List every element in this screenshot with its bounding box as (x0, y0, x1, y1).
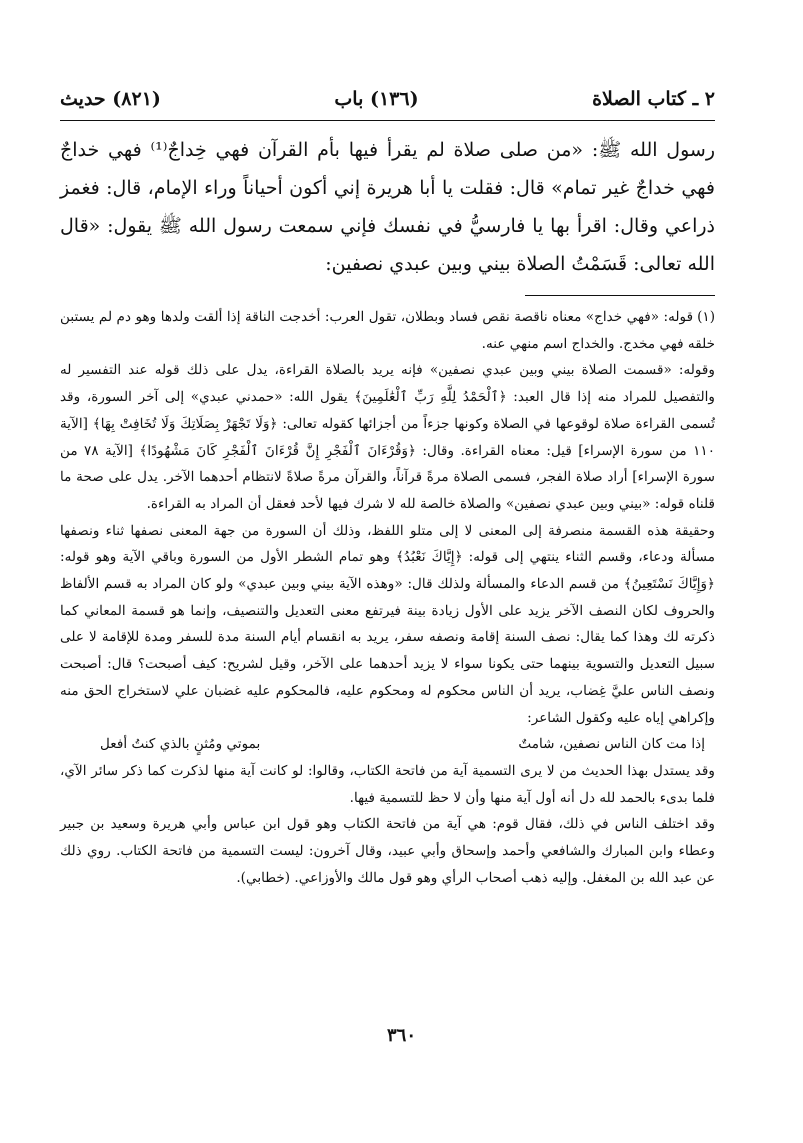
book-page (60, 88, 715, 891)
page-number: ٣٦٠ (386, 1025, 416, 1046)
footnote-paragraph: وحقيقة هذه القسمة منصرفة إلى المعنى لا إلى متلو اللفظ، وذلك أن السورة من جهة المعنى نصفها ثناء ونصفها مسألة ودعاء، وقسم الثناء ينتهي إلى قوله: ﴿إِيَّاكَ نَعْبُدُ﴾ وهو تمام الشطر الأول من السورة وباقي الآية وهو قوله: ﴿وَإِيَّاكَ نَسْتَعِينُ﴾ من قسم الدعاء والمسألة ولذلك قال: «وهذه الآية بيني وبين عبدي» ولو كان المراد به قسم الألفاظ والحروف لكان النصف الآخر يزيد على الأول زيادة بينة فيرتفع معنى التعديل والتنصيف، وإنما هو قسمة المعاني كما ذكرته لك وهذا كما يقال: نصف السنة إقامة ونصفه سفر، يريد به انقسام أيام السنة مدة للسفر ومدة للإقامة لا على سبيل التعديل والتسوية بينهما حتى يكونا سواء لا يزيد أحدهما على الآخر، وقيل لشريح: كيف أصبحت؟ قال: أصبحت ونصف الناس عليَّ غِضاب، يريد أن الناس محكوم له ومحكوم عليه، فالمحكوم عليه غضبان علي لاستخراج الحق منه وإكراهي إياه عليه وكقول الشاعر: (60, 522, 715, 726)
poetry-verse (60, 731, 715, 758)
hadith-text: رسول الله ﷺ: «من صلى صلاة لم يقرأ فيها بأم القرآن فهي خِداجٌ⁽¹⁾ فهي خداجٌ فهي خداجٌ غير تمام» قال: فقلت يا أبا هريرة إني أكون أحياناً وراء الإمام، قال: فغمز ذراعي وقال: اقرأ بها يا فارسيُّ في نفسك فإني سمعت رسول الله ﷺ يقول: «قال الله تعالى: قَسَمْتُ الصلاة بيني وبين عبدي نصفين: (60, 139, 716, 275)
footnote-paragraph-text: قوله: «فهي خداج» معناه ناقصة نقص فساد وبطلان، تقول العرب: أخدجت الناقة إذا ألقت ولدها وهو دم لم يستبن خلقه فهي مخدج. والخداج اسم منهي عنه. (60, 309, 715, 352)
footnote-paragraph: وقد يستدل بهذا الحديث من لا يرى التسمية آية من فاتحة الكتاب، وقالوا: لو كانت آية منها لذكرت كما ذكر سائر الآي، فلما بدىء بالحمد لله دل أنه أول آية منها وأن لا حظ للتسمية فيها. (60, 762, 715, 806)
header-section: (١٣٦) باب (334, 88, 419, 110)
verse-first-hemistich: إذا مت كان الناس نصفين، شامتٌ (518, 736, 705, 753)
footnotes (60, 304, 715, 891)
footnote-paragraph (60, 304, 715, 357)
running-header (60, 88, 715, 121)
header-hadith-number: (٨٢١) حديث (60, 88, 161, 110)
header-chapter: ٢ ـ كتاب الصلاة (592, 88, 715, 110)
verse-second-hemistich: بموتي ومُثنٍ بالذي كنتُ أفعل (100, 736, 261, 753)
footnote-marker: (١) (697, 309, 715, 325)
footnote-paragraph: وقد اختلف الناس في ذلك، فقال قوم: هي آية من فاتحة الكتاب وهو قول ابن عباس وأبي هريرة وسعيد بن جبير وعطاء وابن المبارك والشافعي وأحمد وإسحاق وأبي عبيد، وقال آخرون: ليست التسمية من فاتحة الكتاب. روي ذلك عن عبد الله بن المغفل. وإليه ذهب أصحاب الرأي وهو قول مالك والأوزاعي. (خطابي). (60, 816, 715, 886)
footnote-paragraph: وقوله: «قسمت الصلاة بيني وبين عبدي نصفين» فإنه يريد بالصلاة القراءة، يدل على ذلك قوله عند التفسير له والتفصيل للمراد منه إذا قال العبد: ﴿ٱلْحَمْدُ لِلَّهِ رَبِّ ٱلْعَٰلَمِينَ﴾ يقول الله: «حمدني عبدي» إلى آخر السورة، وقد تُسمى القراءة صلاة لوقوعها في الصلاة وكونها جزءاً من أجزائها كقوله تعالى: ﴿وَلَا تَجْهَرْ بِصَلَاتِكَ وَلَا تُخَافِتْ بِهَا﴾ [الآية ١١٠ من سورة الإسراء] قيل: معناه القراءة. وقال: ﴿وَقُرْءَانَ ٱلْفَجْرِ إِنَّ قُرْءَانَ ٱلْفَجْرِ كَانَ مَشْهُودًا﴾ [الآية ٧٨ من سورة الإسراء] أراد صلاة الفجر، فسمى الصلاة مرةً قرآناً، والقرآن مرةً صلاةً لانتظام أحدهما الآخر. يدل على صحة ما قلناه قوله: «بيني وبين عبدي نصفين» والصلاة خالصة لله لا شرك فيها لأحد فعقل أن المراد به القراءة. (60, 362, 716, 512)
footnote-separator (525, 295, 715, 296)
